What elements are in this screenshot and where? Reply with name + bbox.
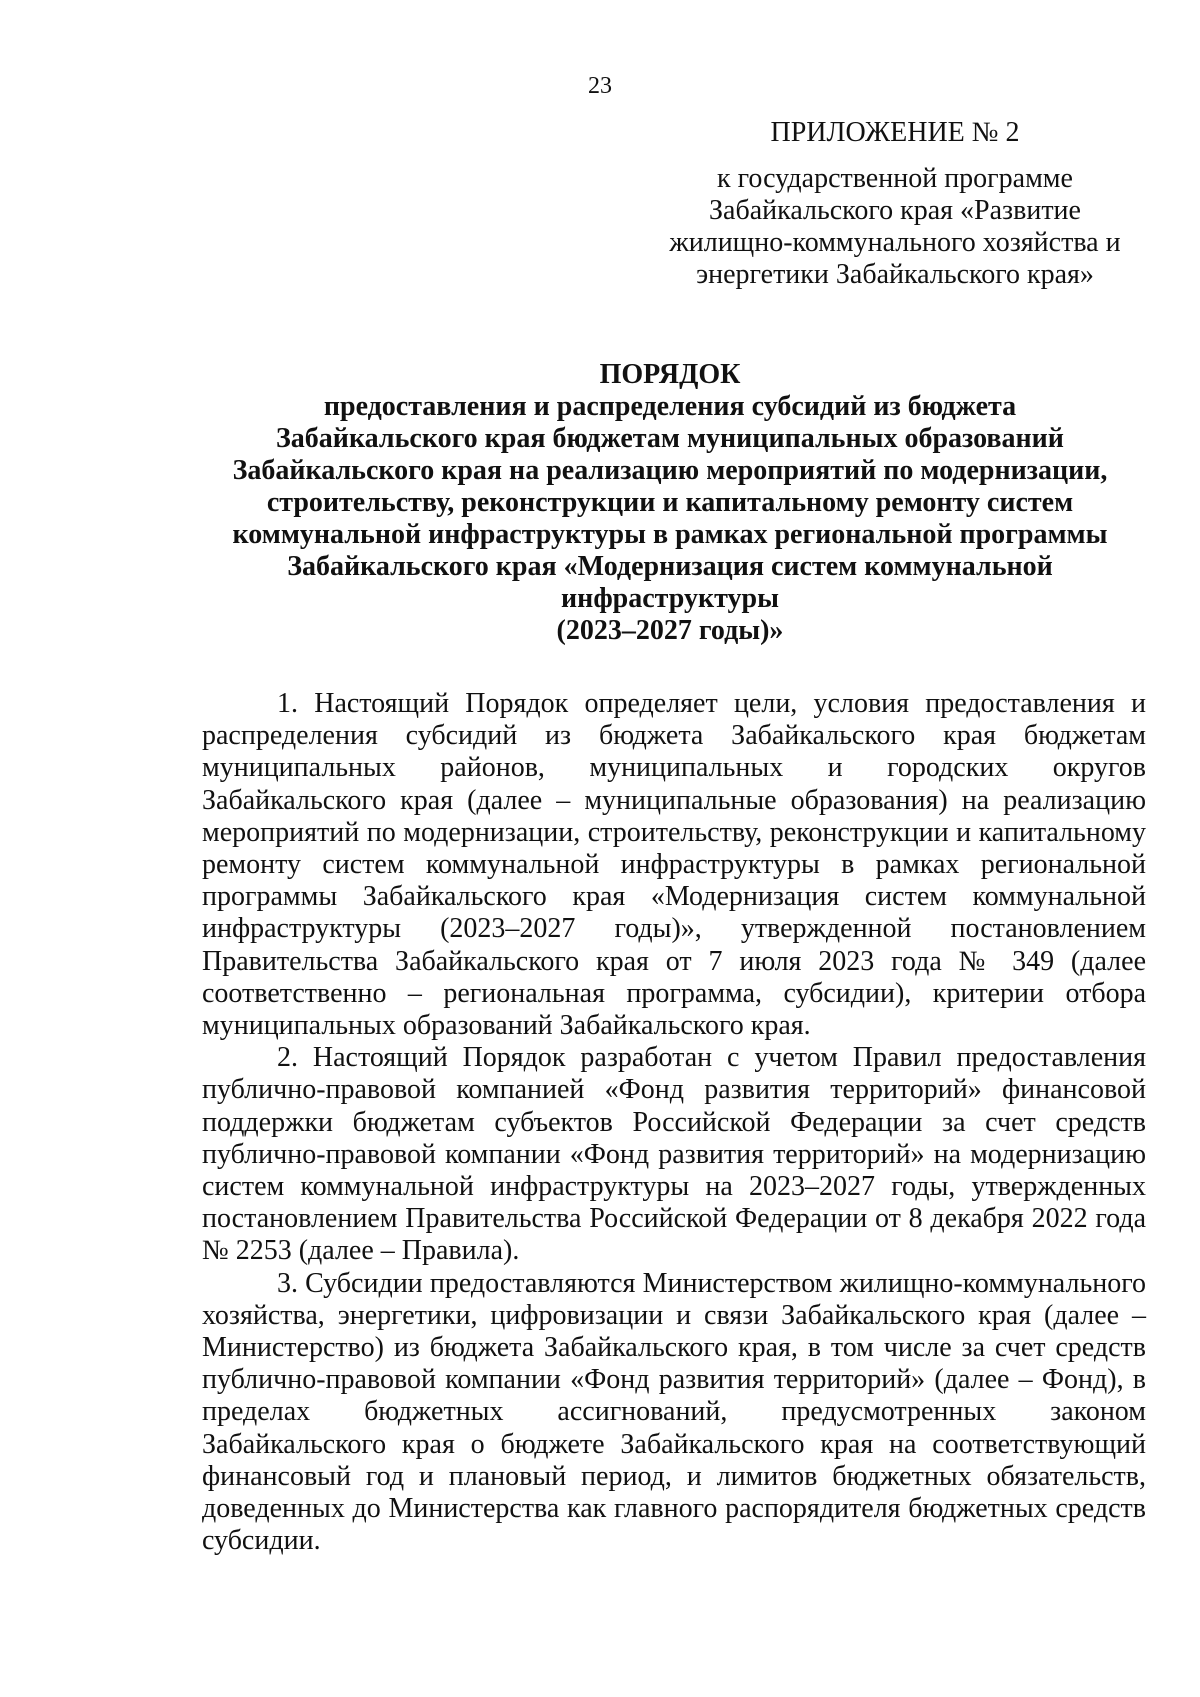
heading-line: инфраструктуры [561,583,779,614]
paragraph-3: 3. Субсидии предоставляются Министерством жилищно-коммунального хозяйства, энергетики, цифровизации и связи Забайкальского края (далее – Министерство) из бюджета Забайкальского края, в том числе за счет средств публично-правовой компании «Фонд развития территорий» (далее – Фонд), в пределах бюджетных ассигнований, предусмотренных законом Забайкальского края о бюджете Забайкальского края на соответствующий финансовый год и плановый период, и лимитов бюджетных обязательств, доведенных до Министерства как главного распорядителя бюджетных средств субсидии. [202,1267,1146,1557]
appendix-ref-line: Забайкальского края «Развитие [709,195,1081,226]
appendix-ref-line: энергетики Забайкальского края» [696,259,1094,290]
heading-line: Забайкальского края на реализацию мероприятий по модернизации, [232,455,1108,486]
document-heading [170,359,1170,647]
document-body [202,688,1146,1557]
page-number: 23 [588,73,612,99]
appendix-reference [640,163,1150,291]
heading-line: Забайкальского края бюджетам муниципальных образований [276,423,1064,454]
heading-title: ПОРЯДОК [599,359,741,390]
appendix-ref-line: к государственной программе [717,163,1073,194]
paragraph-1: 1. Настоящий Порядок определяет цели, условия предоставления и распределения субсидий из бюджета Забайкальского края бюджетам муниципальных районов, муниципальных и городских округов Забайкальского края (далее – муниципальные образования) на реализацию мероприятий по модернизации, строительству, реконструкции и капитальному ремонту систем коммунальной инфраструктуры в рамках региональной программы Забайкальского края «Модернизация систем коммунальной инфраструктуры (2023–2027 годы)», утвержденной постановлением Правительства Забайкальского края от 7 июля 2023 года № 349 (далее соответственно – региональная программа, субсидии), критерии отбора муниципальных образований Забайкальского края. [202,688,1146,1042]
heading-line: строительству, реконструкции и капитальному ремонту систем [266,487,1074,518]
appendix-title: ПРИЛОЖЕНИЕ № 2 [770,117,1020,148]
heading-line: коммунальной инфраструктуры в рамках региональной программы [232,519,1108,550]
heading-line: Забайкальского края «Модернизация систем коммунальной [287,551,1053,582]
appendix-ref-line: жилищно-коммунального хозяйства и [669,227,1121,258]
paragraph-2: 2. Настоящий Порядок разработан с учетом Правил предоставления публично-правовой компанией «Фонд развития территорий» финансовой поддержки бюджетам субъектов Российской Федерации за счет средств публично-правовой компании «Фонд развития территорий» на модернизацию систем коммунальной инфраструктуры на 2023–2027 годы, утвержденных постановлением Правительства Российской Федерации от 8 декабря 2022 года № 2253 (далее – Правила). [202,1042,1146,1267]
heading-line: (2023–2027 годы)» [556,615,784,646]
heading-line: предоставления и распределения субсидий из бюджета [323,391,1017,422]
